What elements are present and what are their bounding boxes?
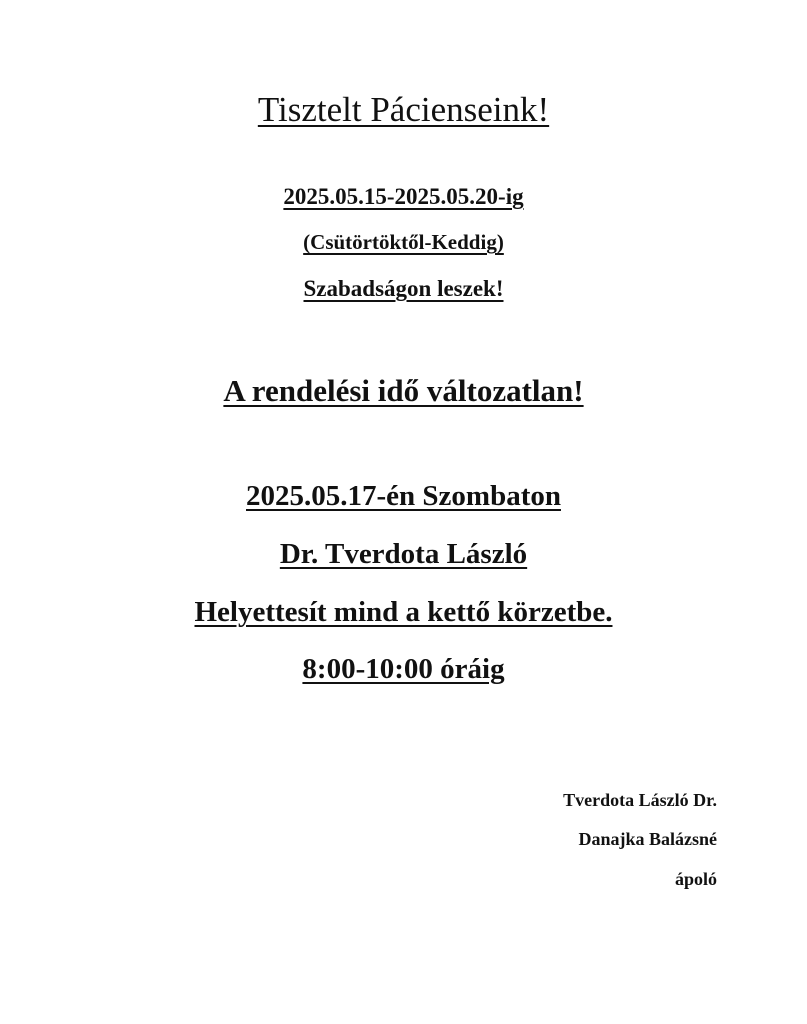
vacation-days: (Csütörtöktől-Keddig) (303, 230, 504, 254)
substitution-time: 8:00-10:00 óráig (302, 653, 505, 685)
notice-title: Tisztelt Pácienseink! (257, 90, 550, 129)
substitute-doctor-name: Dr. Tverdota László (279, 538, 528, 570)
substitution-statement: Helyettesít mind a kettő körzetbe. (194, 596, 613, 628)
vacation-statement: Szabadságon leszek! (303, 276, 504, 301)
signature-doctor: Tverdota László Dr. (563, 790, 717, 810)
saturday-date: 2025.05.17-én Szombaton (246, 480, 561, 512)
signature-nurse-name: Danajka Balázsné (578, 829, 717, 849)
office-hours-statement: A rendelési idő változatlan! (223, 373, 584, 408)
vacation-date-range: 2025.05.15-2025.05.20-ig (283, 184, 524, 209)
signature-nurse-role: ápoló (674, 869, 717, 889)
